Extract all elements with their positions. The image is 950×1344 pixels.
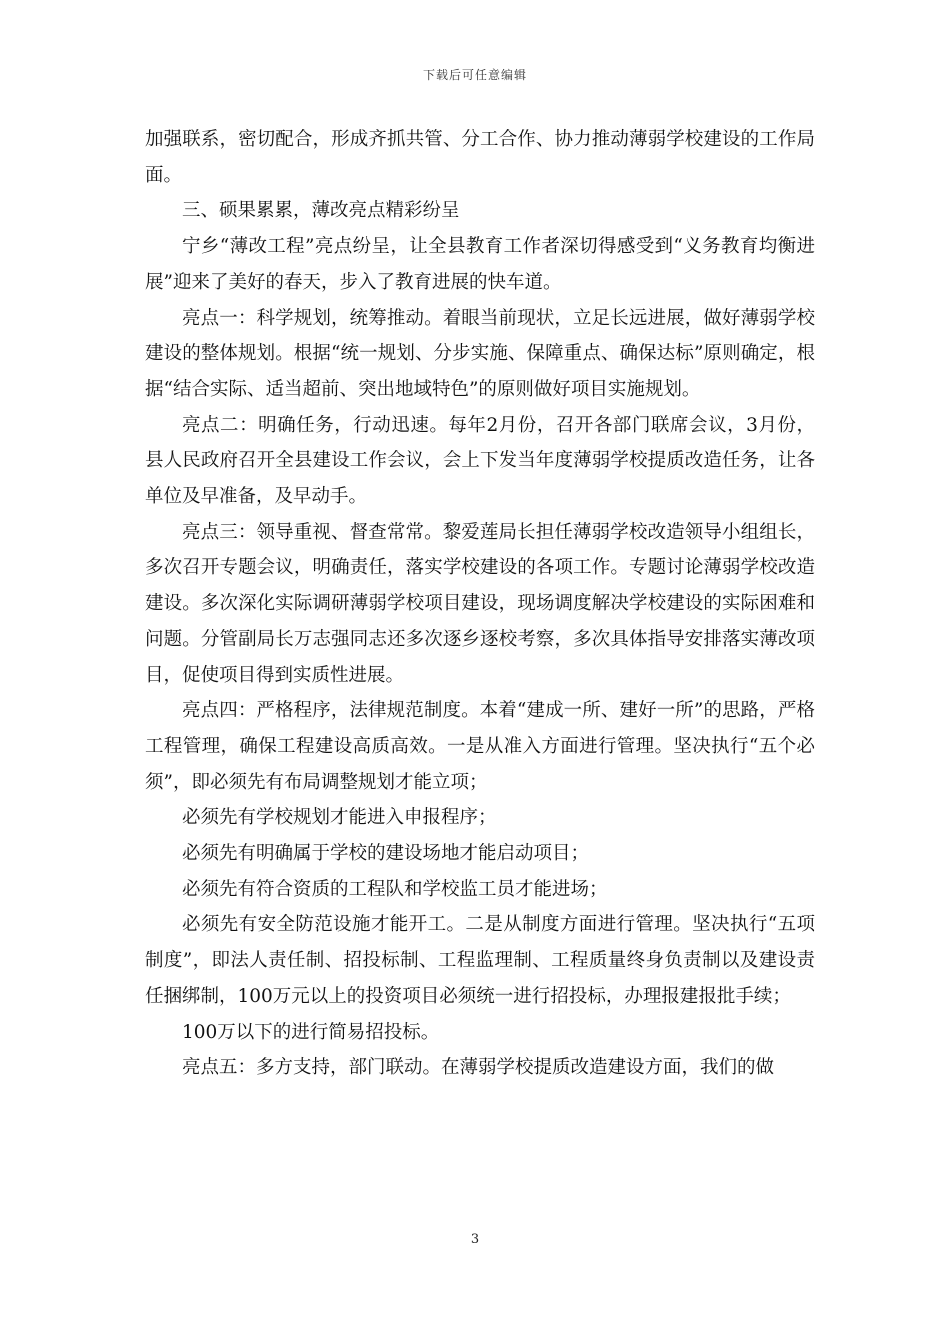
paragraph-highlight-2: 亮点二：明确任务，行动迅速。每年2月份，召开各部门联席会议，3月份，县人民政府召开全县建设工作会议，会上下发当年度薄弱学校提质改造任务，让各单位及早准备，及早动手。 <box>145 414 815 508</box>
paragraph-highlight-1: 亮点一：科学规划，统筹推动。着眼当前现状，立足长远进展，做好薄弱学校建设的整体规划。根据“统一规划、分步实施、保障重点、确保达标”原则确定，根据“结合实际、适当超前、突出地域特色”的原则做好项目实施规划。 <box>145 307 815 400</box>
page-number: 3 <box>470 1232 480 1247</box>
page-header: 下载后可任意编辑 <box>422 68 527 82</box>
paragraph-continuation: 加强联系，密切配合，形成齐抓共管、分工合作、协力推动薄弱学校建设的工作局面。 <box>145 129 815 186</box>
paragraph-requirement: 必须先有学校规划才能进入申报程序； <box>182 807 497 829</box>
section-heading: 三、硕果累累，薄改亮点精彩纷呈 <box>182 200 460 222</box>
paragraph: 宁乡“薄改工程”亮点纷呈，让全县教育工作者深切得感受到“义务教育均衡进展”迎来了美好的春天，步入了教育进展的快车道。 <box>145 236 815 293</box>
paragraph-highlight-3: 亮点三：领导重视、督查常常。黎爱莲局长担任薄弱学校改造领导小组组长，多次召开专题会议，明确责任，落实学校建设的各项工作。专题讨论薄弱学校改造建设。多次深化实际调研薄弱学校项目建设，现场调度解决学校建设的实际困难和问题。分管副局长万志强同志还多次逐乡逐校考察，多次具体指导安排落实薄改项目，促使项目得到实质性进展。 <box>145 521 815 686</box>
paragraph-requirement: 必须先有安全防范设施才能开工。二是从制度方面进行管理。坚决执行“五项制度”，即法人责任制、招投标制、工程监理制、工程质量终身负责制以及建设责任捆绑制，100万元以上的投资项目必须统一进行招投标，办理报建报批手续； <box>145 914 815 1007</box>
paragraph: 100万以下的进行简易招投标。 <box>182 1021 440 1043</box>
paragraph-requirement: 必须先有明确属于学校的建设场地才能启动项目； <box>182 843 590 865</box>
document-body <box>145 122 815 1086</box>
paragraph-requirement: 必须先有符合资质的工程队和学校监工员才能进场； <box>182 878 608 900</box>
paragraph-highlight-5: 亮点五：多方支持，部门联动。在薄弱学校提质改造建设方面，我们的做 <box>182 1057 775 1079</box>
paragraph-highlight-4: 亮点四：严格程序，法律规范制度。本着“建成一所、建好一所”的思路，严格工程管理，确保工程建设高质高效。一是从准入方面进行管理。坚决执行“五个必须”，即必须先有布局调整规划才能立项； <box>145 700 815 793</box>
